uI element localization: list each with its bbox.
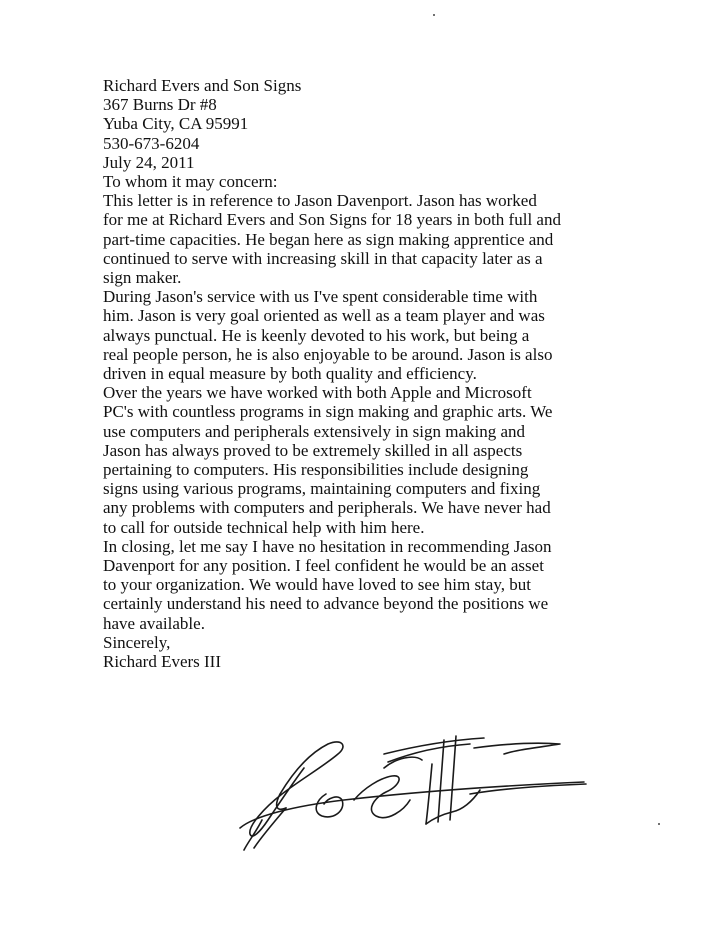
paragraph-line: sign maker. [103, 268, 182, 288]
paragraph-line: any problems with computers and peripherals. We have never had [103, 498, 551, 518]
paragraph-line: Jason has always proved to be extremely skilled in all aspects [103, 440, 523, 460]
scan-speck [658, 823, 660, 825]
sender-company: Richard Evers and Son Signs [103, 76, 302, 95]
paragraph-line: Davenport for any position. I feel confident he would be an asset [103, 556, 544, 576]
letter-body [103, 76, 623, 671]
paragraph-character [103, 287, 623, 383]
paragraph-line: have available. [103, 613, 205, 633]
paragraph-line: Over the years we have worked with both Apple and Microsoft [103, 383, 532, 403]
salutation-text: To whom it may concern: [103, 172, 278, 192]
paragraph-closing [103, 537, 623, 633]
paragraph-line: In closing, let me say I have no hesitation in recommending Jason [103, 536, 552, 556]
paragraph-line: driven in equal measure by both quality and efficiency. [103, 364, 477, 384]
paragraph-line: PC's with countless programs in sign making and graphic arts. We [103, 402, 553, 422]
paragraph-line: to your organization. We would have loved to see him stay, but [103, 575, 531, 595]
handwritten-signature [234, 724, 606, 854]
paragraph-line: During Jason's service with us I've spent considerable time with [103, 287, 538, 307]
salutation [103, 172, 623, 191]
complimentary-close [103, 633, 623, 652]
letter-date [103, 153, 623, 172]
paragraph-line: use computers and peripherals extensively in sign making and [103, 421, 526, 441]
signer-text: Richard Evers III [103, 652, 222, 672]
paragraph-line: signs using various programs, maintaining computers and fixing [103, 479, 541, 499]
paragraph-line: pertaining to computers. His responsibilities include designing [103, 460, 529, 480]
paragraph-line: This letter is in reference to Jason Davenport. Jason has worked [103, 191, 537, 211]
signer-name [103, 652, 623, 671]
paragraph-line: for me at Richard Evers and Son Signs for 18 years in both full and [103, 210, 561, 230]
paragraph-line: always punctual. He is keenly devoted to his work, but being a [103, 325, 530, 345]
paragraph-line: to call for outside technical help with him here. [103, 517, 425, 537]
sender-address [103, 76, 623, 153]
paragraph-skills [103, 383, 623, 537]
paragraph-reference [103, 191, 623, 287]
paragraph-line: certainly understand his need to advance beyond the positions we [103, 594, 549, 614]
date-text: July 24, 2011 [103, 152, 195, 172]
paragraph-line: continued to serve with increasing skill in that capacity later as a [103, 248, 543, 268]
sender-city: Yuba City, CA 95991 [103, 114, 249, 134]
paragraph-line: him. Jason is very goal oriented as well as a team player and was [103, 306, 545, 326]
sender-street: 367 Burns Dr #8 [103, 95, 217, 115]
scan-speck [433, 14, 435, 16]
paragraph-line: part-time capacities. He began here as sign making apprentice and [103, 229, 554, 249]
paragraph-line: real people person, he is also enjoyable to be around. Jason is also [103, 344, 553, 364]
sender-phone: 530-673-6204 [103, 133, 200, 153]
closing-text: Sincerely, [103, 632, 171, 652]
